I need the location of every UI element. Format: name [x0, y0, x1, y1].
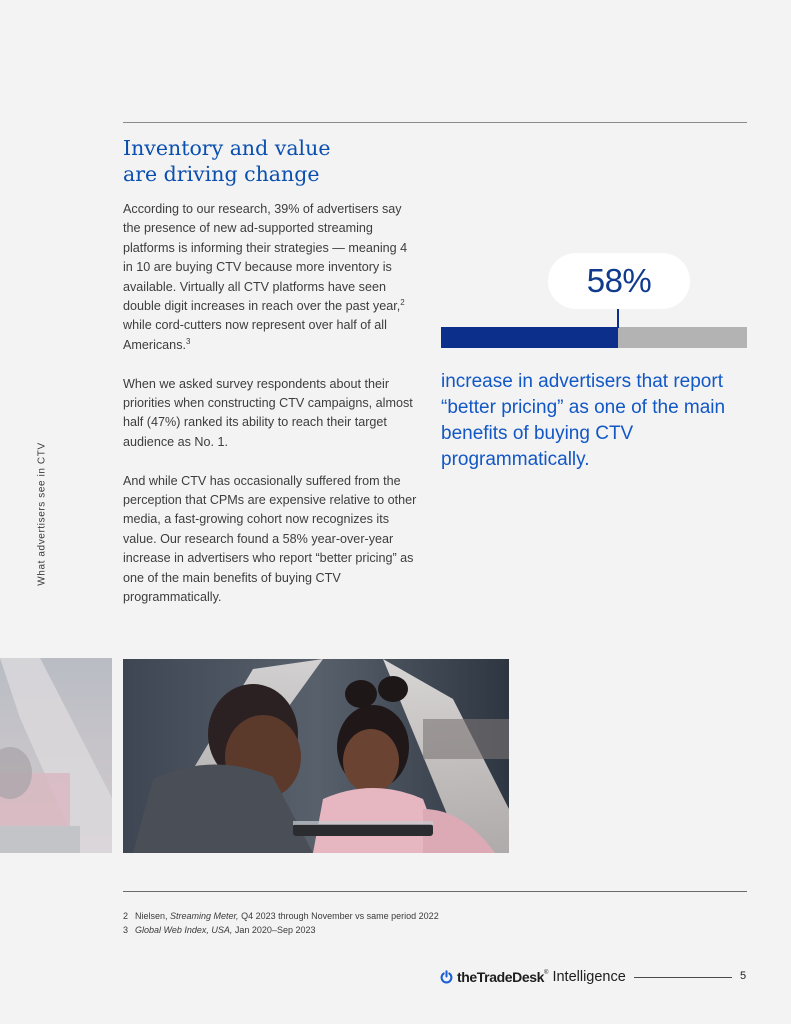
photo-faded-crop: [0, 658, 112, 853]
stat-bar-fill: [441, 327, 618, 348]
stat-description: increase in advertisers that report “better pricing” as one of the main benefits of buying CTV programmatically.: [441, 371, 726, 470]
photo-parent-child-tablet: [123, 659, 509, 853]
footnote-ref-3[interactable]: 3: [186, 336, 191, 346]
brand-trademark: ®: [544, 970, 549, 976]
body-paragraph-1: According to our research, 39% of advertisers say the presence of new ad-supported streaming platforms is informing their strategies — meaning 4 in 10 are buying CTV because more inventory is available. Virtually all CTV platforms have seen double digit increases in reach over the past year,$^2$ while cord-cutters now represent over half of all Americans.$^3$: [123, 202, 408, 352]
brand-subtitle: Intelligence: [552, 969, 626, 985]
top-divider: [123, 122, 747, 123]
stat-bar-marker: [617, 309, 619, 328]
body-paragraph-3: And while CTV has occasionally suffered from the perception that CPMs are expensive relative to other media, a fast-growing cohort now recognizes its value. Our research found a 58% year-over-year increase in advertisers who report “better pricing” as one of the main benefits of buying CTV programmatically.: [123, 473, 417, 605]
brand-name: theTradeDesk: [457, 969, 545, 985]
stat-bar-track: [441, 327, 747, 348]
heading-line-1: Inventory and value: [123, 136, 331, 160]
footer-rule: [634, 977, 732, 978]
footnote-ref-2[interactable]: 2: [400, 297, 405, 307]
body-text-column: [123, 200, 419, 627]
stat-value-bubble: 58%: [548, 253, 690, 309]
heading-line-2: are driving change: [123, 162, 320, 186]
footnote-item: 3 Global Web Index, USA, Jan 2020–Sep 2023: [123, 925, 316, 935]
photo-faded-crop-icon: [0, 658, 112, 853]
section-heading: [123, 135, 330, 187]
footnotes: [123, 909, 439, 937]
photo-parent-child-tablet-icon: [123, 659, 509, 853]
footnote-item: 2 Nielsen, Streaming Meter, Q4 2023 through November vs same period 2022: [123, 911, 439, 921]
page-number: 5: [740, 970, 747, 982]
body-paragraph-2: When we asked survey respondents about their priorities when constructing CTV campaigns, almost half (47%) ranked its ability to reach their target audience as No. 1.: [123, 376, 413, 449]
brand-logo: [440, 966, 626, 988]
footnote-divider: [123, 891, 747, 892]
section-side-label: What advertisers see in CTV: [36, 442, 48, 586]
power-logo-icon: [440, 970, 453, 984]
